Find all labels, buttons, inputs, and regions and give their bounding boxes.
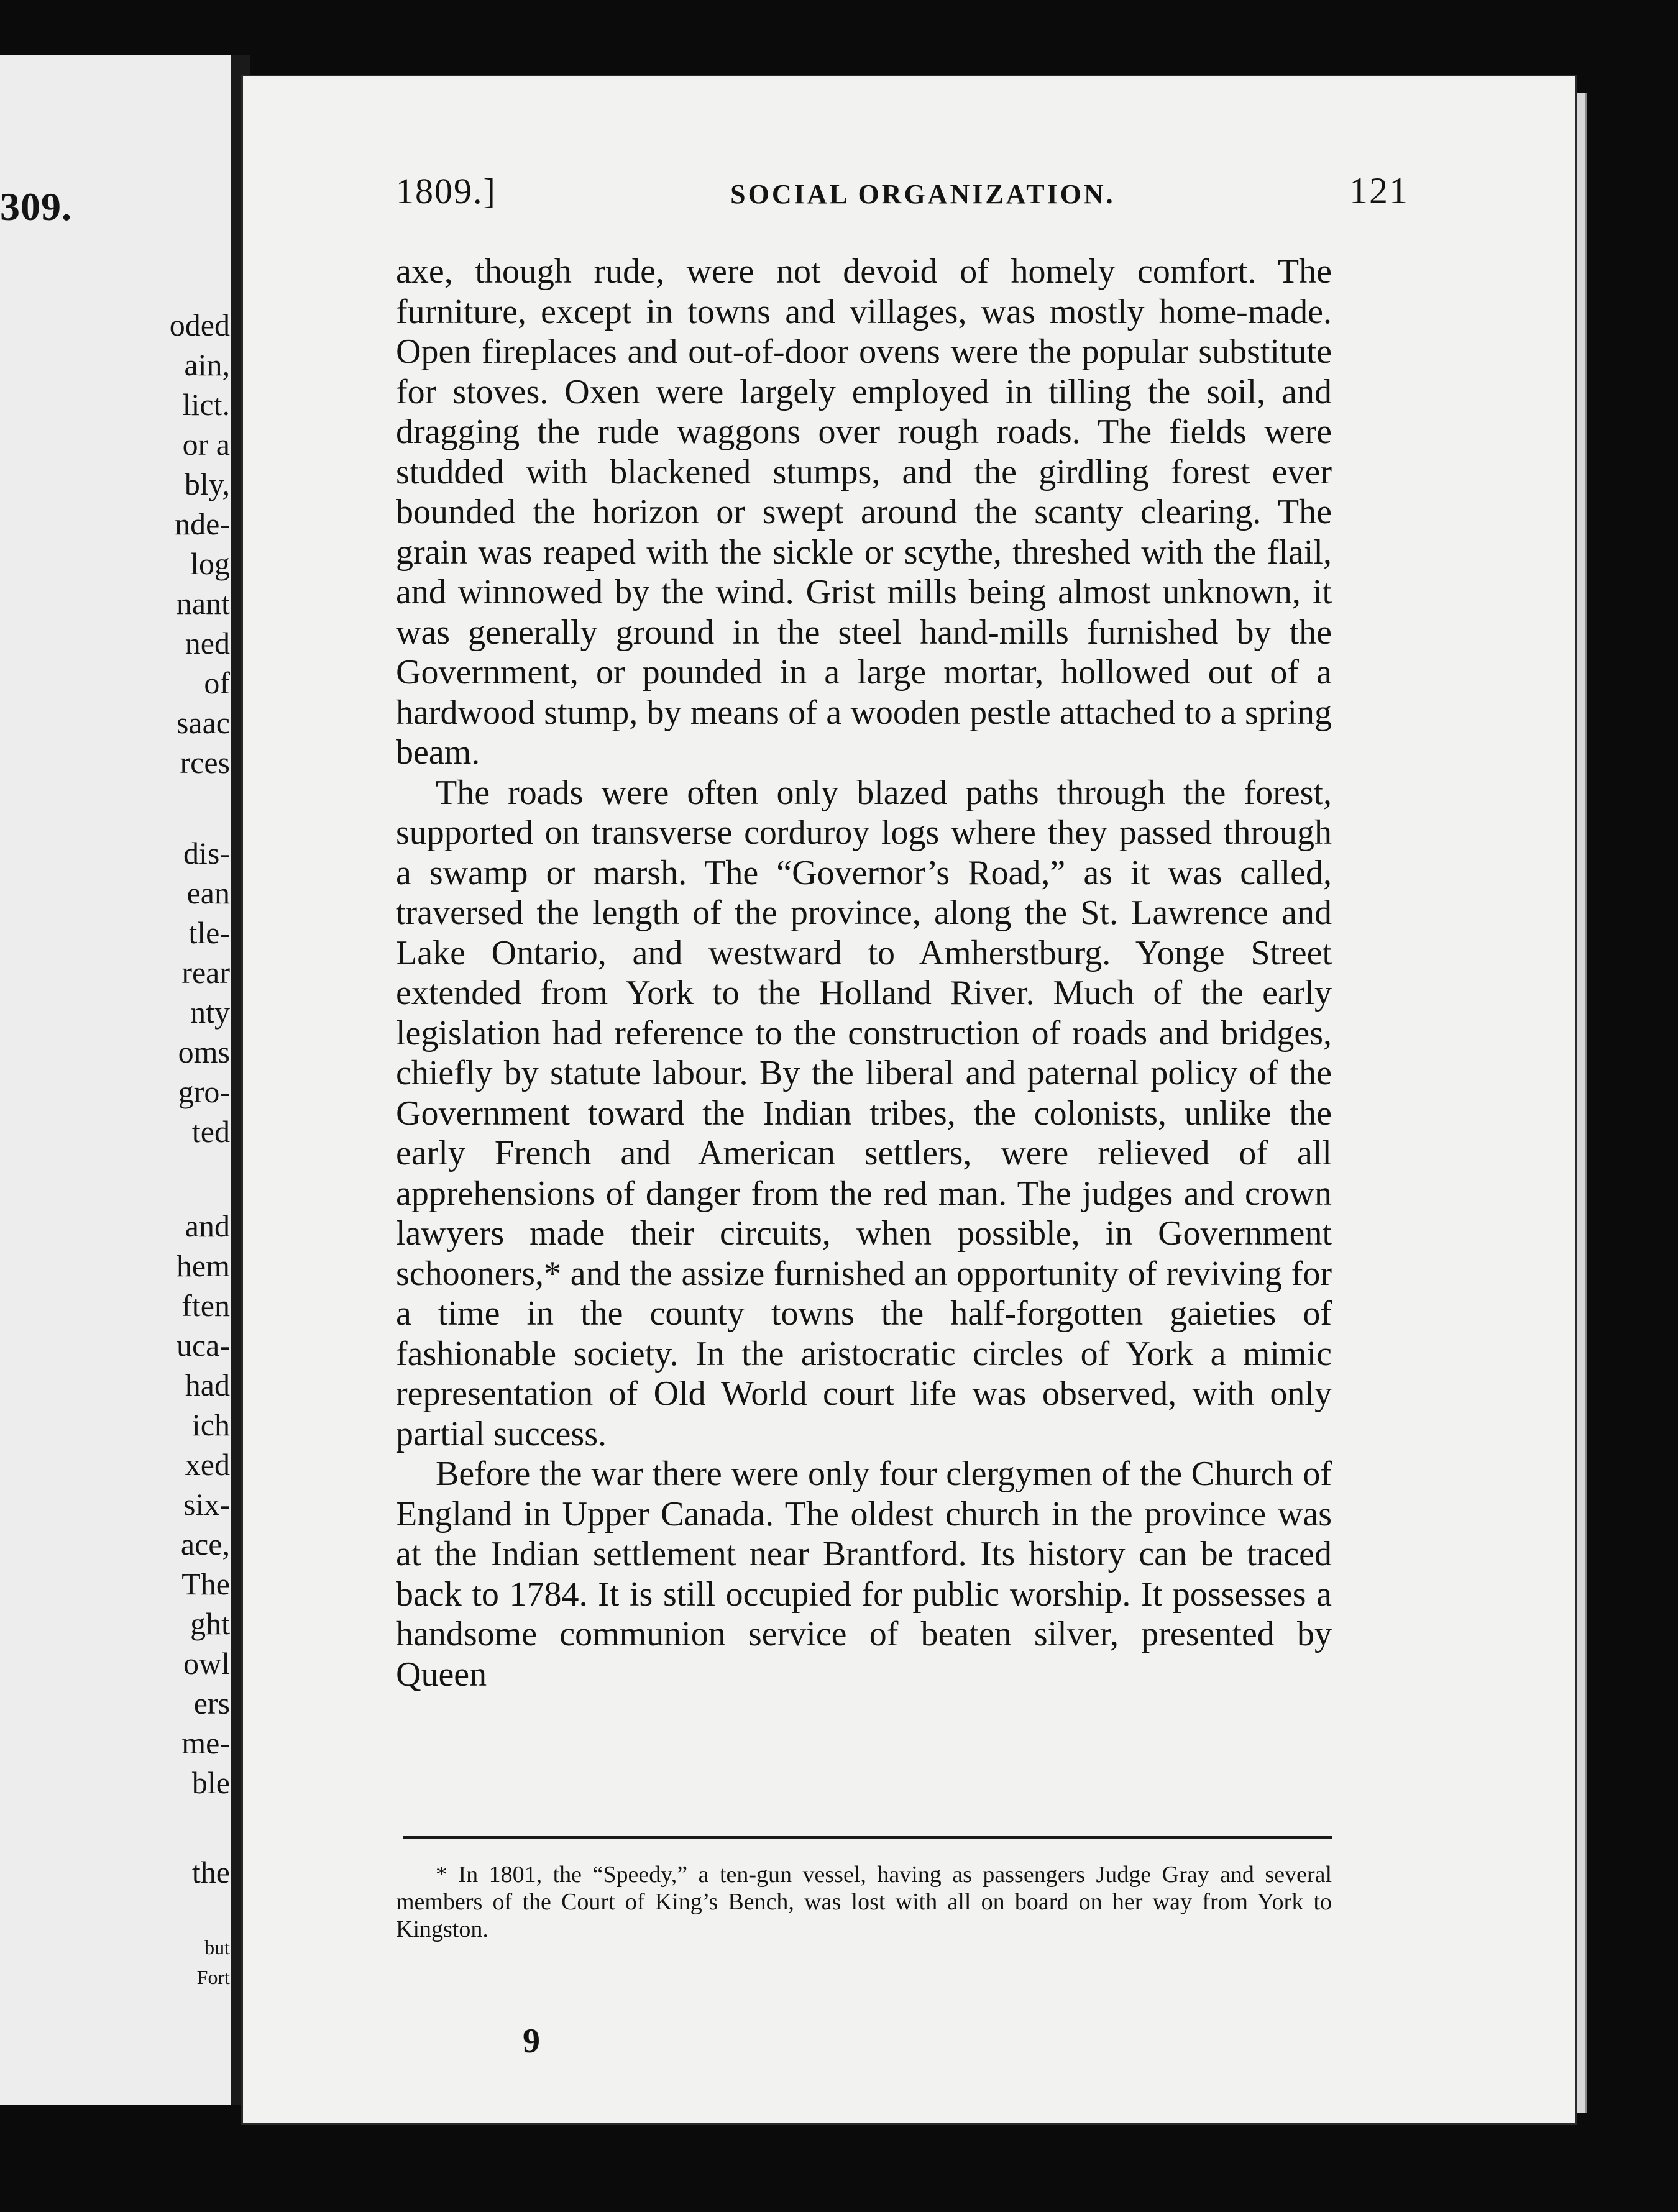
- previous-page-fragment: saac: [176, 705, 230, 740]
- previous-page-fragment: dis-: [183, 836, 230, 871]
- previous-page-fragment: log: [190, 546, 230, 581]
- previous-page-fragment: but: [204, 1936, 230, 1958]
- previous-page-fragment: tle-: [188, 915, 230, 950]
- previous-page-fragment: of: [204, 665, 230, 700]
- running-head-title: SOCIAL ORGANIZATION.: [730, 179, 1116, 209]
- previous-page-fragment: bly,: [184, 467, 230, 501]
- paragraph: The roads were often only blazed paths through the forest, supported on transverse corduroy logs where they passed through a swamp or marsh. The “Governor’s Road,” as it was called, traversed the length of the province, along the St. Lawrence and Lake Ontario, and westward to Amherstburg. Yonge Street extended from York to the Holland River. Much of the early legislation had reference to the construction of roads and bridges, chiefly by statute labour. By the liberal and paternal policy of the Government toward the Indian tribes, the colonists, unlike the early French and American settlers, were relieved of all apprehensions of danger from the red man. The judges and crown lawyers made their circuits, when possible, in Government schooners,* and the assize furnished an opportunity of reviving for a time in the county towns the half-forgotten gaieties of fashionable society. In the aristocratic circles of York a mimic representation of Old World court life was observed, with only partial success.: [396, 773, 1332, 1453]
- paragraph: axe, though rude, were not devoid of homely comfort. The furniture, except in towns and villages, was mostly home-made. Open fireplaces and out-of-door ovens were the popular substitute for stoves. Oxen were largely employed in tilling the soil, and dragging the rude waggons over rough roads. The fields were studded with blackened stumps, and the girdling forest ever bounded the horizon or swept around the scanty clearing. The grain was reaped with the sickle or scythe, threshed with the flail, and winnowed by the wind. Grist mills being almost unknown, it was generally ground in the steel hand-mills furnished by the Government, or pounded in a large mortar, hollowed out of a hardwood stump, by means of a wooden pestle attached to a spring beam.: [396, 252, 1332, 772]
- previous-page-fragment: The: [181, 1566, 230, 1601]
- previous-page-fragment: me-: [181, 1725, 230, 1760]
- running-head-year: 1809.]: [396, 171, 497, 211]
- previous-page-fragment: owl: [183, 1646, 230, 1681]
- previous-page-fragment: ght: [190, 1606, 230, 1641]
- previous-page-fragment: hem: [176, 1248, 230, 1283]
- previous-page-text-fragments: [0, 309, 231, 2173]
- previous-page-fragment: nant: [176, 586, 230, 621]
- previous-page-fragment: ble: [191, 1765, 230, 1800]
- paragraph: Before the war there were only four clergymen of the Church of England in Upper Canada. The oldest church in the province was at the Indian settlement near Brantford. Its history can be traced back to 1784. It is still occupied for public worship. It possesses a handsome communion service of beaten silver, presented by Queen: [396, 1455, 1332, 1694]
- previous-page-header: 309.: [0, 185, 72, 229]
- previous-page-fragment: oms: [178, 1035, 230, 1069]
- previous-page-fragment: ean: [186, 875, 230, 910]
- previous-page-fragment: ain,: [184, 347, 230, 382]
- previous-page-fragment: ich: [191, 1407, 230, 1442]
- page-number: 121: [1349, 170, 1409, 211]
- body-text: [396, 252, 1332, 1694]
- previous-page-fragment: uca-: [176, 1328, 230, 1363]
- previous-page-fragment: or a: [182, 427, 230, 462]
- previous-page-fragment: ace,: [180, 1527, 230, 1561]
- previous-page-fragment: ften: [181, 1288, 230, 1323]
- previous-page-fragment: nde-: [175, 506, 230, 541]
- previous-page-fragment: and: [185, 1209, 230, 1243]
- previous-page-fragment: ers: [193, 1686, 230, 1721]
- previous-page-fragment: lict.: [182, 387, 230, 422]
- previous-page: [0, 55, 233, 2105]
- book-page: [241, 75, 1577, 2125]
- previous-page-fragment: xed: [185, 1447, 230, 1482]
- footnote-rule: [403, 1836, 1332, 1839]
- previous-page-fragment: rces: [180, 745, 230, 780]
- previous-page-fragment: nty: [190, 995, 230, 1030]
- previous-page-fragment: ned: [185, 626, 230, 660]
- previous-page-fragment: ted: [191, 1114, 230, 1149]
- signature-mark: 9: [523, 2022, 540, 2060]
- previous-page-fragment: rear: [181, 955, 230, 990]
- footnote: * In 1801, the “Speedy,” a ten-gun vessel, having as passengers Judge Gray and several members of the Court of King’s Bench, was lost with all on board on her way from York to Kingston.: [396, 1862, 1332, 1942]
- previous-page-fragment: the: [191, 1855, 230, 1890]
- previous-page-fragment: six-: [183, 1487, 230, 1522]
- previous-page-fragment: gro-: [178, 1074, 230, 1109]
- previous-page-fragment: oded: [169, 308, 230, 342]
- running-head: [396, 170, 1409, 213]
- previous-page-fragment: Fort: [196, 1966, 230, 1988]
- previous-page-fragment: had: [185, 1368, 230, 1402]
